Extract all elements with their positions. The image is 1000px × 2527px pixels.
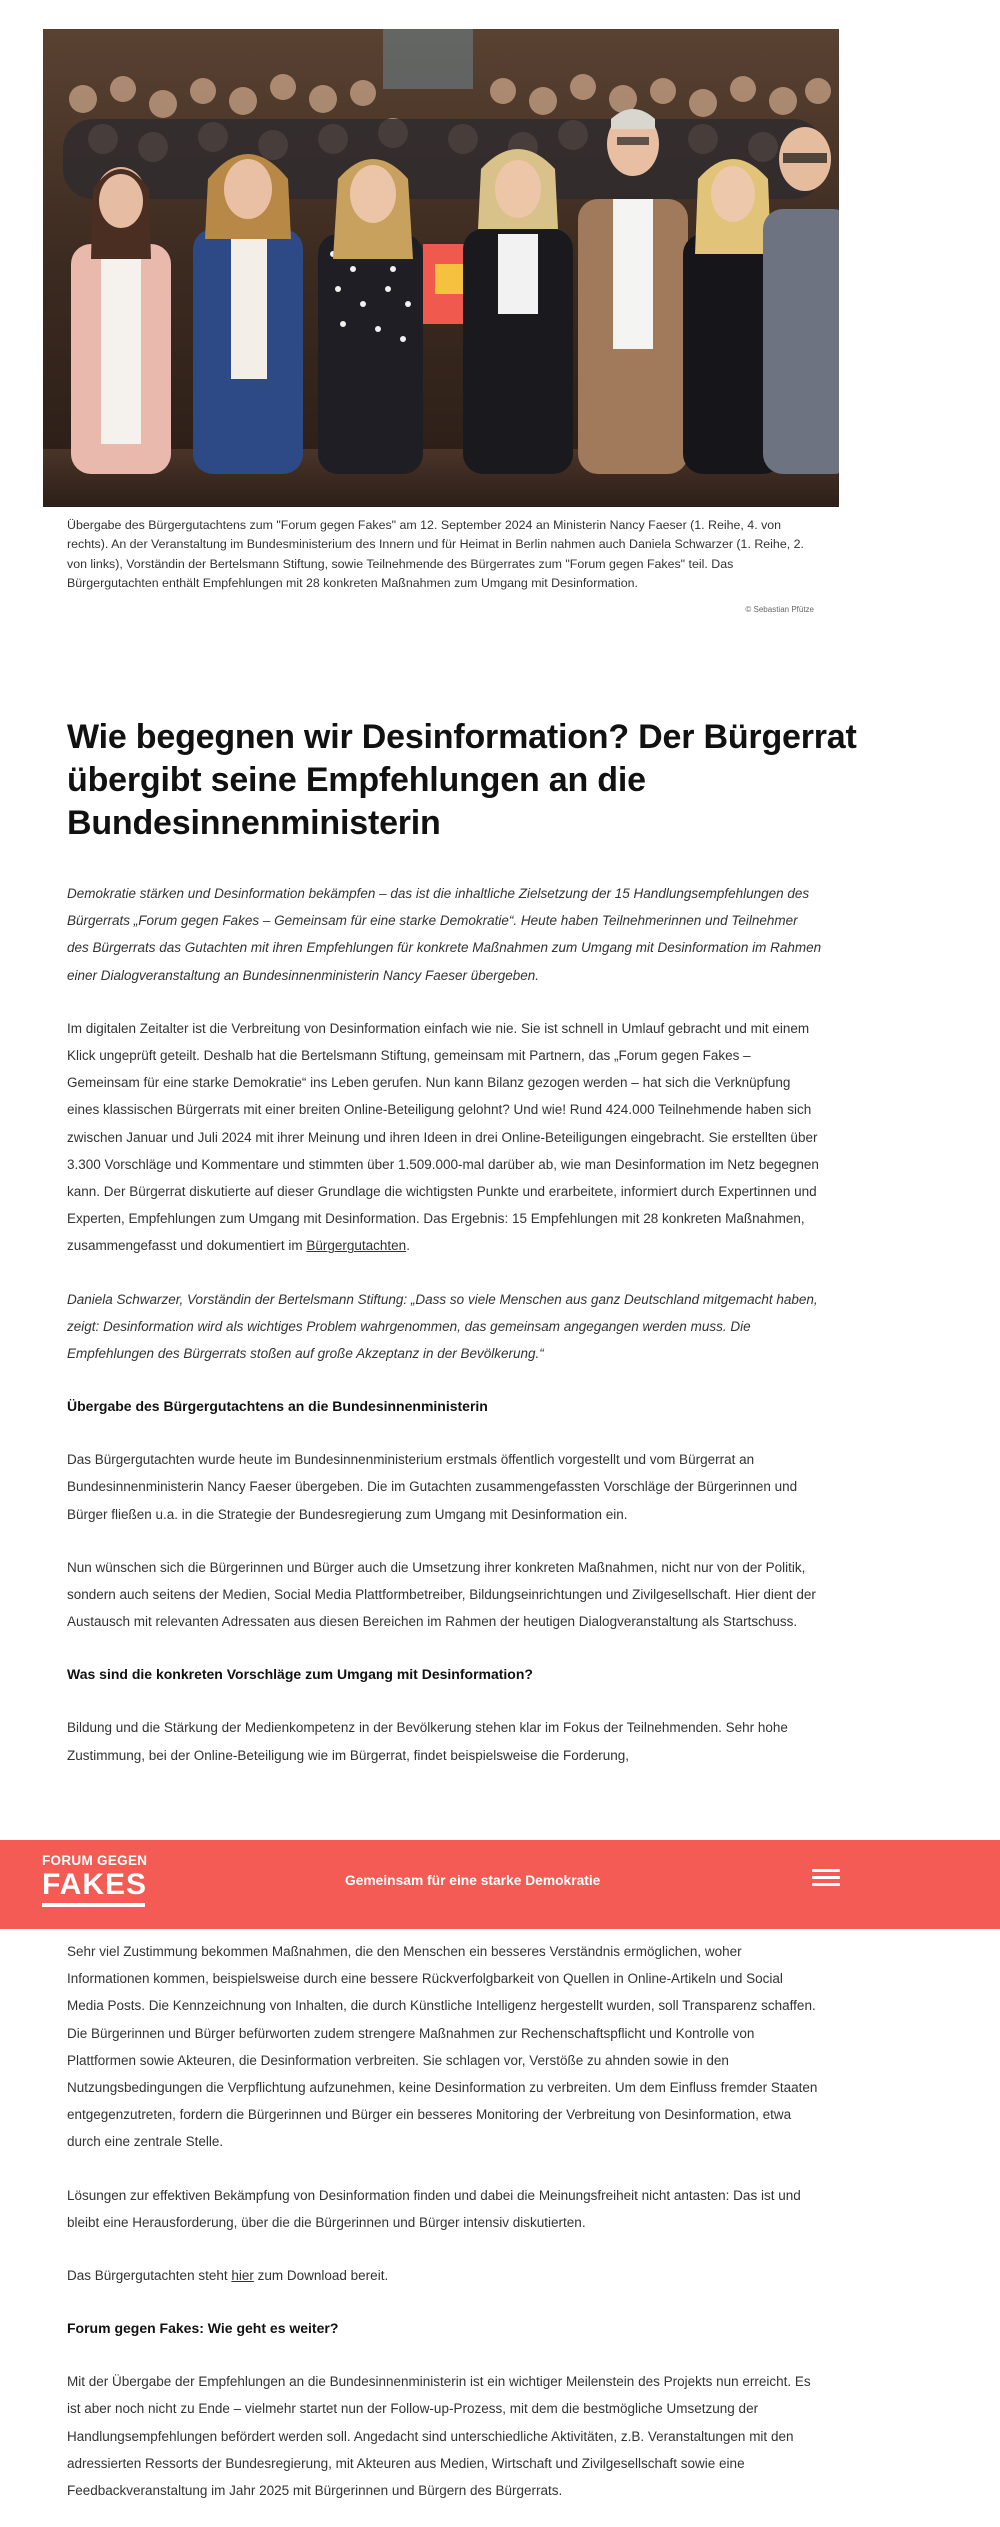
- menu-line: [812, 1883, 840, 1886]
- hamburger-menu-icon[interactable]: [812, 1869, 840, 1891]
- menu-line: [812, 1876, 840, 1879]
- article-paragraph-8: Mit der Übergabe der Empfehlungen an die Bundesinnenministerin ist ein wichtiger Meilenstein des Projekts nun erreicht. Es ist aber noch nicht zu Ende – vielmehr startet nun der Follow-up-Prozess, mit dem die bestmögliche Umsetzung der Handlungsempfehlungen befördert werden soll. Angedacht sind unterschiedliche Aktivitäten, z.B. Veranstaltungen mit den adressierten Ressorts der Bundesregierung, mit Akteuren aus Medien, Wirtschaft und Zivilgesellschaft sowie eine Feedbackveranstaltung im Jahr 2025 mit Bürgerinnen und Bürgern des Bürgerrats.: [67, 2374, 811, 2499]
- article-body: [67, 880, 823, 1795]
- section-heading-vorschlaege: Was sind die konkreten Vorschläge zum Umgang mit Desinformation?: [67, 1666, 533, 1683]
- section-heading-weiter: Forum gegen Fakes: Wie geht es weiter?: [67, 2320, 339, 2337]
- article-paragraph-1: [67, 1015, 823, 1260]
- sticky-header-banner: [0, 1840, 1000, 1929]
- logo-underline: [42, 1903, 145, 1907]
- logo-line-2: FAKES: [42, 1868, 148, 1901]
- paragraph-7-start: Das Bürgergutachten steht: [67, 2268, 232, 2284]
- article-lead: Demokratie stärken und Desinformation bekämpfen – das ist die inhaltliche Zielsetzung der 15 Handlungsempfehlungen des Bürgerrats „Forum gegen Fakes – Gemeinsam für eine starke Demokratie“. Heute haben Teilnehmerinnen und Teilnehmer des Bürgerrats das Gutachten mit ihren Empfehlungen für konkrete Maßnahmen zum Umgang mit Desinformation im Rahmen einer Dialogveranstaltung an Bundesinnenministerin Nancy Faeser übergeben.: [67, 886, 822, 983]
- paragraph-1-end: .: [406, 1238, 410, 1254]
- article-paragraph-3: Nun wünschen sich die Bürgerinnen und Bürger auch die Umsetzung ihrer konkreten Maßnahmen, nicht nur von der Politik, sondern auch seitens der Medien, Social Media Plattformbetreiber, Bildungseinrichtungen und Zivilgesellschaft. Hier dient der Austausch mit relevanten Adressaten aus diesen Bereichen im Rahmen der heutigen Dialogveranstaltung als Startschuss.: [67, 1559, 816, 1630]
- paragraph-7-end: zum Download bereit.: [253, 2268, 389, 2284]
- hero-photo: [43, 29, 839, 507]
- article-body-continued: [67, 1938, 823, 2527]
- photo-caption: Übergabe des Bürgergutachtens zum "Forum gegen Fakes" am 12. September 2024 an Ministerin Nancy Faeser (1. Reihe, 4. von rechts). An der Veranstaltung im Bundesministerium des Innern und für Heimat in Berlin nahmen auch Daniela Schwarzer (1. Reihe, 2. von links), Vorständin der Bertelsmann Stiftung, sowie Teilnehmende des Bürgerrates zum "Forum gegen Fakes" teil. Das Bürgergutachten enthält Empfehlungen mit 28 konkreten Maßnahmen zum Umgang mit Desinformation.: [67, 518, 804, 590]
- article-paragraph-2: Das Bürgergutachten wurde heute im Bundesinnenministerium erstmals öffentlich vorgestellt und vom Bürgerrat an Bundesinnenministerin Nancy Faeser übergeben. Die im Gutachten zusammengefassten Vorschläge der Bürgerinnen und Bürger fließen u.a. in die Strategie der Bundesregierung zum Umgang mit Desinformation ein.: [67, 1452, 798, 1522]
- banner-tagline: Gemeinsam für eine starke Demokratie: [345, 1873, 601, 1888]
- article-headline: Wie begegnen wir Desinformation? Der Bürgerrat übergibt seine Empfehlungen an die Bundesinnenministerin: [67, 718, 857, 842]
- article-paragraph-5: Sehr viel Zustimmung bekommen Maßnahmen, die den Menschen ein besseres Verständnis ermöglichen, woher Informationen kommen, beispielsweise durch eine bessere Rückverfolgbarkeit von Quellen in Online-Artikeln und Social Media Posts. Die Kennzeichnung von Inhalten, die durch Künstliche Intelligenz hergestellt wurden, soll Transparenz schaffen. Die Bürgerinnen und Bürger befürworten zudem strengere Maßnahmen zur Rechenschaftspflicht und Kontrolle von Plattformen sowie Akteuren, die Desinformation verbreiten. Sie schlagen vor, Verstöße zu ahnden sowie in den Nutzungsbedingungen die Verpflichtung aufzunehmen, keine Desinformation zu verbreiten. Um dem Einfluss fremder Staaten entgegenzutreten, fordern die Bürgerinnen und Bürger ein besseres Monitoring der Verbreitung von Desinformation, etwa durch eine zentrale Stelle.: [67, 1944, 818, 2150]
- logo-line-1: FORUM GEGEN: [42, 1853, 148, 1868]
- group-photo-illustration: [43, 29, 839, 507]
- buergergutachten-link[interactable]: Bürgergutachten: [306, 1238, 407, 1254]
- download-link[interactable]: hier: [231, 2268, 254, 2284]
- menu-line: [812, 1869, 840, 1872]
- article-paragraph-7: [67, 2262, 823, 2289]
- article-paragraph-4: Bildung und die Stärkung der Medienkompetenz in der Bevölkerung stehen klar im Fokus der Teilnehmenden. Sehr hohe Zustimmung, bei der Online-Beteiligung wie im Bürgerrat, findet beispielsweise die Forderung,: [67, 1720, 788, 1763]
- article-paragraph-6: Lösungen zur effektiven Bekämpfung von Desinformation finden und dabei die Meinungsfreiheit nicht antasten: Das ist und bleibt eine Herausforderung, über die die Bürgerinnen und Bürger intensiv diskutierten.: [67, 2187, 801, 2230]
- photo-credit: © Sebastian Pfütze: [745, 605, 814, 614]
- paragraph-1-text: Im digitalen Zeitalter ist die Verbreitung von Desinformation einfach wie nie. Sie ist schnell in Umlauf gebracht und mit einem Klick ungeprüft geteilt. Deshalb hat die Bertelsmann Stiftung, gemeinsam mit Partnern, das „Forum gegen Fakes – Gemeinsam für eine starke Demokratie“ ins Leben gerufen. Nun kann Bilanz gezogen werden – hat sich die Verknüpfung eines klassischen Bürgerrats mit einer breiten Online-Beteiligung gelohnt? Und wie! Rund 424.000 Teilnehmende haben sich zwischen Januar und Juli 2024 mit ihrer Meinung und ihren Ideen in drei Online-Beteiligungen eingebracht. Sie erstellten über 3.300 Vorschläge und Kommentare und stimmten über 1.509.000-mal darüber ab, wie man Desinformation im Netz begegnen kann. Der Bürgerrat diskutierte auf dieser Grundlage die wichtigsten Punkte und erarbeitete, informiert durch Expertinnen und Experten, Empfehlungen zum Umgang mit Desinformation. Das Ergebnis: 15 Empfehlungen mit 28 konkreten Maßnahmen, zusammengefasst und dokumentiert im: [67, 1020, 819, 1254]
- forum-gegen-fakes-logo[interactable]: [42, 1853, 152, 1911]
- article-quote: Daniela Schwarzer, Vorständin der Bertelsmann Stiftung: „Dass so viele Menschen aus ganz Deutschland mitgemacht haben, zeigt: Desinformation wird als wichtiges Problem wahrgenommen, das gemeinsam angegangen werden muss. Die Empfehlungen des Bürgerrats stoßen auf große Akzeptanz in der Bevölkerung.“: [67, 1291, 818, 1362]
- section-heading-uebergabe: Übergabe des Bürgergutachtens an die Bundesinnenministerin: [67, 1398, 488, 1415]
